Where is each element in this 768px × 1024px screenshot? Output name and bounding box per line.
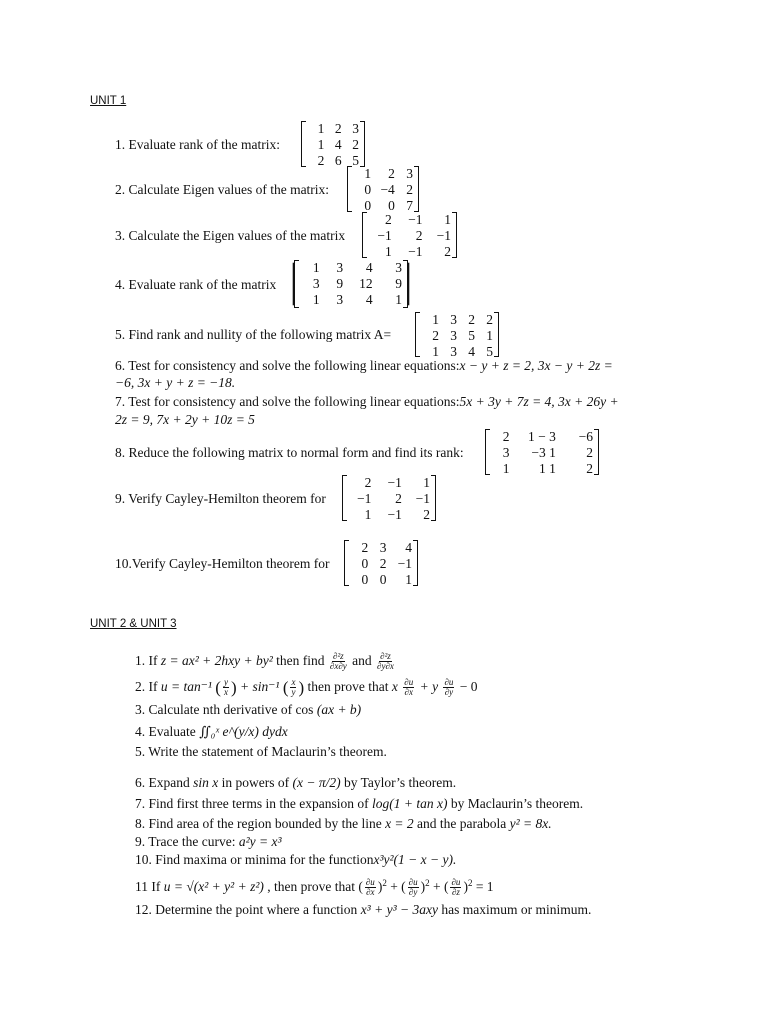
u23-q12: 12. Determine the point where a function x³ + y³ − 3axy has maximum or minimum. xyxy=(135,902,592,917)
u23-q6: 6. Expand sin x in powers of (x − π/2) by Taylor’s theorem. xyxy=(135,775,457,790)
matrix-cell: 3 xyxy=(450,328,457,343)
matrix-cell: 3 xyxy=(312,276,320,291)
matrix-cell: 2 xyxy=(384,212,392,227)
matrix-cell: 2 xyxy=(502,429,510,444)
u1-q6-line1: 6. Test for consistency and solve the following linear equations:x − y + z = 2, 3x − y + 2z = xyxy=(115,358,613,373)
matrix-cell: −1 xyxy=(387,507,402,522)
u1-q7-line2: 2z = 9, 7x + 2y + 10z = 5 xyxy=(115,412,255,427)
matrix-cell: 2 xyxy=(388,166,395,181)
u23-q10: 10. Find maxima or minima for the functionx³y²(1 − x − y). xyxy=(135,852,457,867)
matrix-cell: −3 1 xyxy=(531,445,556,460)
matrix-cell: 0 xyxy=(364,182,372,197)
u23-q8: 8. Find area of the region bounded by the line x = 2 and the parabola y² = 8x. xyxy=(135,816,552,831)
matrix-cell: 3 xyxy=(336,292,344,307)
matrix-cell: 1 xyxy=(502,461,510,476)
matrix-cell: 1 xyxy=(405,572,412,587)
matrix-cell: 2 xyxy=(423,507,430,522)
matrix-cell: −1 xyxy=(357,491,372,506)
u1-q9-text: 9. Verify Cayley-Hemilton theorem for xyxy=(115,491,326,506)
matrix-cell: 1 xyxy=(444,212,451,227)
matrix-cell: 2 xyxy=(586,461,593,476)
u23-q4: 4. Evaluate ∬₀ˣ e^(y/x) dydx xyxy=(135,724,288,739)
u23-q7: 7. Find first three terms in the expansion of log(1 + tan x) by Maclaurin’s theorem. xyxy=(135,796,584,811)
matrix-cell: 9 xyxy=(395,276,402,291)
matrix-cell: 1 xyxy=(432,344,439,359)
matrix-cell: 6 xyxy=(334,153,342,168)
matrix-cell: 4 xyxy=(365,260,373,275)
matrix-cell: 2 xyxy=(586,445,593,460)
u1-q5-matrix xyxy=(415,312,499,357)
matrix-cell: 5 xyxy=(468,328,475,343)
u23-q9: 9. Trace the curve: a²y = x³ xyxy=(135,834,282,849)
matrix-cell: 0 xyxy=(379,572,387,587)
matrix-cell: 1 xyxy=(423,475,430,490)
matrix-cell: 3 xyxy=(450,312,457,327)
matrix-cell: −1 xyxy=(387,475,402,490)
matrix-cell: 9 xyxy=(336,276,344,291)
matrix-cell: 2 xyxy=(415,228,423,243)
matrix-cell: −1 xyxy=(408,212,423,227)
matrix-cell: 1 xyxy=(384,244,392,259)
matrix-cell: −4 xyxy=(380,182,395,197)
matrix-cell: 3 xyxy=(450,344,457,359)
u1-q10-matrix xyxy=(344,540,418,586)
matrix-cell: 0 xyxy=(364,198,372,213)
matrix-cell: 2 xyxy=(395,491,402,506)
u1-q4-matrix xyxy=(294,260,408,308)
u23-q3: 3. Calculate nth derivative of cos (ax + b) xyxy=(135,702,362,717)
matrix-cell: 4 xyxy=(405,540,412,555)
u23-q11: 11 If u = √(x² + y² + z²) , then prove that ( $\frac{\partial u}{\partial x}$ )$^2$ + ( $\frac{\partial u}{\partial y}$ )$^2$ + ( $\frac{\partial u}{\partial z}$ )$^2$ = 1 xyxy=(135,876,494,898)
u1-q2-matrix xyxy=(347,166,419,212)
matrix-cell: 1 xyxy=(312,292,320,307)
matrix-cell: 7 xyxy=(406,198,413,213)
unit1-heading: UNIT 1 xyxy=(90,95,127,107)
matrix-cell: 5 xyxy=(486,344,493,359)
matrix-cell: 0 xyxy=(361,572,369,587)
u1-q4-text: 4. Evaluate rank of the matrix xyxy=(115,277,277,292)
matrix-cell: 1 xyxy=(364,507,372,522)
matrix-cell: −1 xyxy=(415,491,430,506)
u1-q7-line1: 7. Test for consistency and solve the following linear equations:5x + 3y + 7z = 4, 3x + 26y + xyxy=(115,394,619,409)
u23-q1: 1. If z = ax² + 2hxy + by² then find $\frac{\text{∂²z}}{\partial x\partial y}$ and $\frac{\text{∂²z}}{\partial y\partial x}$ xyxy=(135,651,394,672)
matrix-cell: 1 − 3 xyxy=(528,429,556,444)
matrix-cell: 4 xyxy=(468,344,475,359)
u1-q6-line2: −6, 3x + y + z = −18. xyxy=(115,375,236,390)
matrix-cell: −1 xyxy=(397,556,412,571)
matrix-cell: 1 xyxy=(364,166,372,181)
matrix-cell: 3 xyxy=(352,121,359,136)
matrix-cell: 5 xyxy=(352,153,359,168)
u1-q5-text: 5. Find rank and nullity of the following matrix A= xyxy=(115,327,392,342)
matrix-cell: 4 xyxy=(334,137,342,152)
matrix-cell: 3 xyxy=(406,166,413,181)
matrix-cell: −1 xyxy=(377,228,392,243)
matrix-cell: 1 xyxy=(317,137,325,152)
matrix-cell: 2 xyxy=(334,121,342,136)
u1-q3-text: 3. Calculate the Eigen values of the matrix xyxy=(115,228,346,243)
u1-q1-matrix xyxy=(301,121,365,167)
matrix-cell: 2 xyxy=(379,556,387,571)
u1-q8-matrix xyxy=(485,429,599,475)
u1-q10-text: 10.Verify Cayley-Hemilton theorem for xyxy=(115,556,330,571)
matrix-cell: 3 xyxy=(502,445,510,460)
matrix-cell: 0 xyxy=(388,198,395,213)
matrix-cell: 3 xyxy=(336,260,344,275)
matrix-cell: 12 xyxy=(359,276,373,291)
matrix-cell: 2 xyxy=(432,328,439,343)
matrix-cell: 1 xyxy=(312,260,320,275)
u1-q1-text: 1. Evaluate rank of the matrix: xyxy=(115,137,280,152)
matrix-cell: 1 xyxy=(395,292,402,307)
matrix-cell: 1 1 xyxy=(539,461,556,476)
matrix-cell: 3 xyxy=(395,260,402,275)
matrix-cell: 1 xyxy=(486,328,493,343)
matrix-cell: 2 xyxy=(361,540,369,555)
matrix-cell: −6 xyxy=(578,429,593,444)
matrix-cell: 1 xyxy=(432,312,439,327)
matrix-cell: 2 xyxy=(468,312,475,327)
matrix-cell: −1 xyxy=(408,244,423,259)
matrix-cell: −1 xyxy=(436,228,451,243)
matrix-cell: 3 xyxy=(379,540,387,555)
matrix-cell: 2 xyxy=(352,137,359,152)
matrix-cell: 2 xyxy=(364,475,372,490)
u23-q2: 2. If u = tan⁻¹ ( $\frac{y}{x}$ ) + sin⁻¹ ( $\frac{x}{y}$ ) then prove that x $\frac{\partial u}{\partial x}$ + y $\frac{\partial u}{\partial y}$ − 0 xyxy=(135,677,478,698)
matrix-cell: 2 xyxy=(444,244,451,259)
unit23-heading: UNIT 2 & UNIT 3 xyxy=(90,618,177,630)
matrix-cell: 4 xyxy=(365,292,373,307)
u1-q9-matrix xyxy=(342,475,436,521)
u1-q2-text: 2. Calculate Eigen values of the matrix: xyxy=(115,182,330,197)
matrix-cell: 1 xyxy=(317,121,325,136)
u23-q5: 5. Write the statement of Maclaurin’s theorem. xyxy=(135,744,387,759)
matrix-cell: 2 xyxy=(317,153,325,168)
matrix-cell: 2 xyxy=(486,312,493,327)
matrix-cell: 2 xyxy=(406,182,413,197)
u1-q3-matrix xyxy=(362,212,457,258)
matrix-cell: 0 xyxy=(361,556,369,571)
u1-q8-text: 8. Reduce the following matrix to normal form and find its rank: xyxy=(115,445,464,460)
